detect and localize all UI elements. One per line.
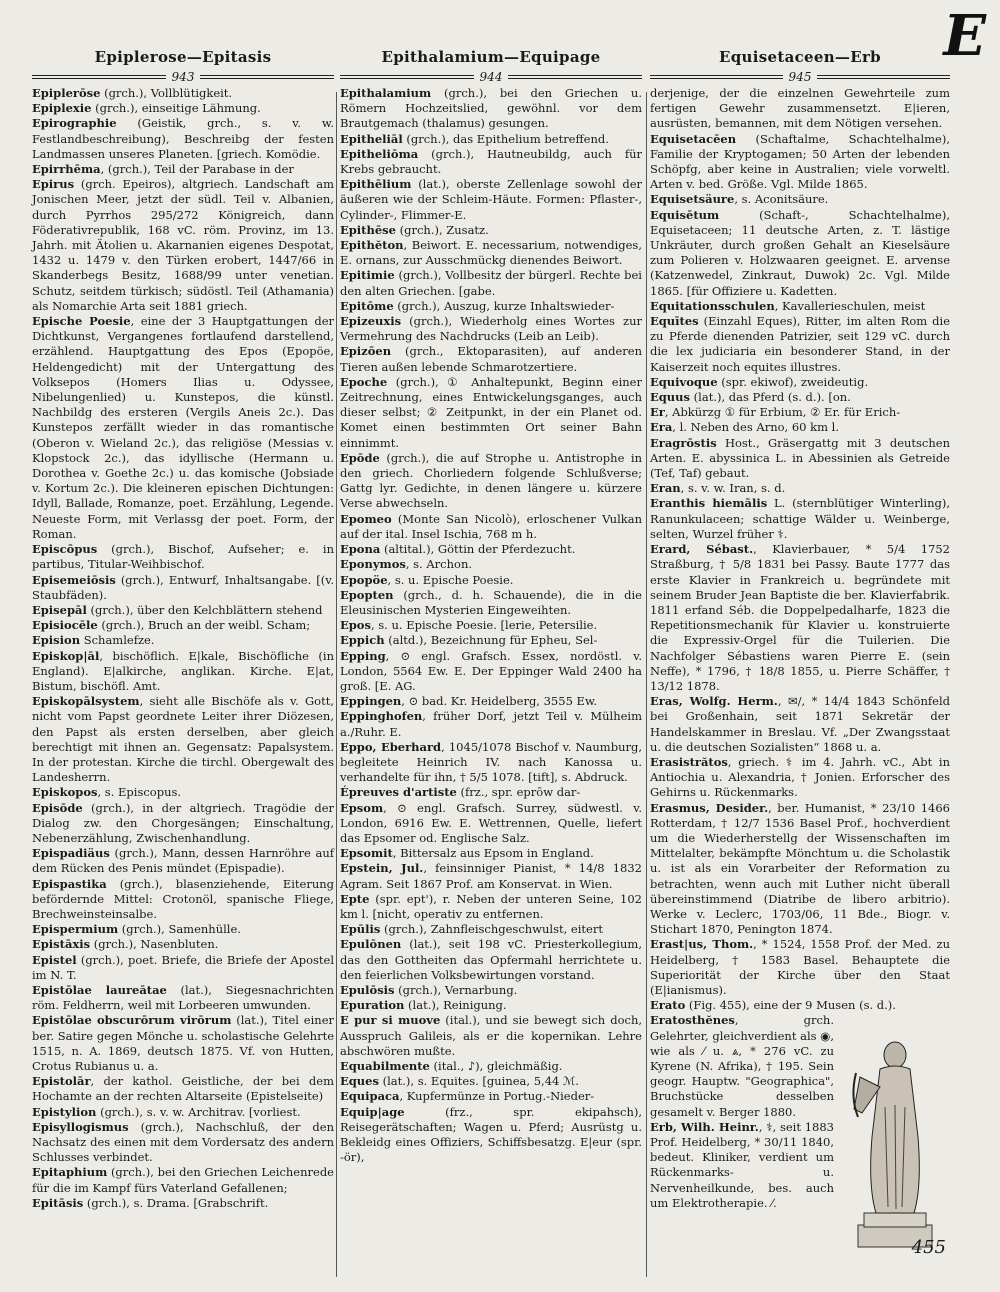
entry-text: (grch., Ektoparasiten), auf anderen Tieren außen lebende Schmarotzertiere.: [340, 344, 642, 374]
dictionary-entry: [32, 846, 334, 876]
entry-headword: Epte: [340, 891, 370, 906]
dictionary-entry: [650, 937, 950, 998]
entry-text: (spr. ept'), r. Neben der unteren Seine, 102 km l. [nicht, operativ zu entfernen.: [340, 891, 642, 921]
entry-text: , (grch.), Teil der Parabase in der: [100, 162, 294, 177]
entry-headword: Equītes: [650, 314, 699, 329]
entry-headword: Erasmus, Desider.: [650, 800, 769, 815]
entries: [32, 86, 334, 1211]
entry-text: (grch.), Vollblütigkeit.: [100, 86, 233, 100]
dictionary-entry: [32, 785, 334, 800]
entry-text: , Abkürzg ① für Erbium, ② Er. für Erich-: [664, 405, 901, 420]
dictionary-entry: [340, 983, 642, 998]
dictionary-entry: [650, 390, 950, 405]
entry-text: (ital.), und sie bewegt sich doch, Ausspruch Galileis, als er die kopernikan. Lehre abschwören mußte.: [340, 1013, 642, 1058]
dictionary-entry: [650, 405, 950, 420]
entry-text: (ital., ♪), gleichmäßig.: [429, 1059, 563, 1073]
entry-text: (grch.), die auf Strophe u. Antistrophe in den griech. Chorliedern folgende Schlußverse; Gattg lyr. Gedichte, in denen längere u. kürzere Verse abwechseln.: [340, 450, 642, 511]
dictionary-entry: [32, 603, 334, 618]
section-letter: E: [943, 3, 986, 69]
entry-headword: Erast|us, Thom.: [650, 937, 754, 952]
dictionary-entry: [32, 1165, 334, 1195]
entry-headword: Epona: [340, 542, 381, 557]
dictionary-entry: [650, 998, 950, 1013]
entry-headword: Epizeuxis: [340, 314, 402, 329]
dictionary-entry: [650, 801, 950, 938]
entry-text: (Fig. 455), eine der 9 Musen (s. d.).: [685, 998, 896, 1013]
entry-headword: Epiplexie: [32, 101, 92, 116]
column-header: Equisetaceen—Erb: [719, 48, 881, 66]
dictionary-entry: [340, 1089, 642, 1104]
entry-text: , ⚕, seit 1883 Prof. Heidelberg, * 30/11 1840, bedeut. Kliniker, verdient um Rückenmarks- u. Nervenheilkunde, bes. auch um Elektrotherapie. ⁄.: [650, 1119, 834, 1210]
rule-line: [200, 75, 334, 79]
dictionary-entry: [650, 375, 950, 390]
dictionary-entry: [32, 1120, 334, 1166]
entry-text: L. (sternblütiger Winterling), Ranunkulaceen; schattige Wälder u. Weinberge, selten, Wurzel früher ⚕.: [650, 496, 950, 541]
entry-text: (grch.), Mann, dessen Harnröhre auf dem Rücken des Penis mündet (Epispadie).: [32, 846, 334, 876]
dictionary-entry: [650, 420, 950, 435]
entry-headword: Epizōen: [340, 344, 392, 359]
entry-headword: Epitāsis: [32, 1195, 84, 1210]
entry-headword: Epirographie: [32, 116, 117, 131]
dictionary-entry: [32, 1105, 334, 1120]
entry-headword: Equisetsäure: [650, 192, 735, 207]
entry-headword: Epitōme: [340, 298, 394, 313]
entry-headword: Epūlis: [340, 922, 381, 937]
dictionary-entry: [650, 192, 950, 207]
dictionary-entry: [340, 618, 642, 633]
entry-text: , l. Neben des Arno, 60 km l.: [672, 420, 839, 435]
entry-text: , grch. Gelehrter, gleichverdient als ◉, wie als ⁄ u. ⩓, * 276 vC. zu Kyrene (N. Afrika), † 195. Sein geogr. Hauptw. "Geographica", Bruchstücke desselben gesamelt v. Berger 1880.: [650, 1013, 834, 1119]
entry-headword: Epispadiäus: [32, 846, 110, 861]
entry-text: (grch.), Entwurf, Inhaltsangabe. [(v. Staubfäden).: [32, 572, 334, 602]
dictionary-entry: [32, 1013, 334, 1074]
dictionary-entry: [340, 573, 642, 588]
entry-headword: Epistel: [32, 952, 77, 967]
dictionary-entry: [32, 953, 334, 983]
dictionary-entry: [650, 694, 950, 755]
entry-text: , der kathol. Geistliche, der bei dem Hochamte an der rechten Altarseite (Epistelseite): [32, 1074, 334, 1104]
dictionary-entry: [340, 633, 642, 648]
entry-headword: Epulōnen: [340, 937, 402, 952]
entry-headword: Episcōpus: [32, 542, 98, 557]
entry-text: (grch.), Nasenbluten.: [90, 937, 219, 952]
dictionary-entry: [32, 983, 334, 1013]
entry-text: (Schaft-, Schachtelhalme), Equisetaceen; 11 deutsche Arten, z. T. lästige Unkräuter, durch großen Gehalt an Kieselsäure zum Polieren v. Holzwaaren geeignet. E. arvense (Katzenwedel, Zinkraut, Duwok) 2c. Vgl. Milde 1865. [für Offiziere u. Kadetten.: [650, 207, 950, 298]
entry-headword: Erasistrătos: [650, 754, 728, 769]
entry-text: (grch.), über den Kelchblättern stehend: [86, 602, 323, 617]
dictionary-entry: [340, 1074, 642, 1089]
entry-text: (lat.), Reinigung.: [404, 998, 507, 1013]
page-number: 944: [479, 70, 503, 84]
entry-headword: Epos: [340, 618, 371, 633]
entry-headword: Epistylion: [32, 1104, 97, 1119]
entry-headword: Epithalamium: [340, 86, 432, 100]
dictionary-entry: [650, 481, 950, 496]
dictionary-entry: [340, 1105, 642, 1166]
entry-headword: Eppingen: [340, 694, 402, 709]
entry-text: (grch.), ① Anhaltepunkt, Beginn einer Zeitrechnung, eines Entwickelungsganges, auch dieser selbst; ② Zeitpunkt, in der ein Planet od. Komet einen bestimmten Ort seiner Bahn einnimmt.: [340, 374, 642, 450]
dictionary-entry: [340, 998, 642, 1013]
entry-text: (grch.), Auszug, kurze Inhaltswieder-: [393, 298, 615, 313]
rule-line: [32, 75, 166, 79]
entry-headword: Episkopos: [32, 785, 98, 800]
dictionary-entry: [340, 223, 642, 238]
dictionary-entry: [340, 694, 642, 709]
entry-text: (grch.), bei den Griechen u. Römern Hochzeitslied, gewöhnl. vor dem Brautgemach (thalamus) gesungen.: [340, 86, 642, 131]
entry-text: , 1045/1078 Bischof v. Naumburg, begleitete Heinrich IV. nach Kanossa u. verhandelte für ihn, † 5/5 1078. [tift], s. Abdruck.: [340, 739, 642, 785]
page-number-rule: [32, 70, 334, 84]
column-divider: [336, 92, 337, 1277]
entry-text: (lat.), s. Equites. [guinea, 5,44 ℳ.: [378, 1074, 579, 1089]
entry-text: , ber. Humanist, * 23/10 1466 Rotterdam, † 12/7 1536 Basel Prof., hochverdient um die Wiederherstellg der Wissenschaften im Mittelalter, bekämpfte Mönchtum u. die Scholastik u. ist als ein Vorarbeiter der Reformation zu betrachten, wenn auch mit Luther nicht überall übereinstimmend (Diatribe de libero arbitrio). Werke v. Leclerc, 1703/06, 11 Bde., Biogr. v. Stichart 1870, Penington 1874.: [650, 800, 951, 937]
dictionary-entry: [32, 649, 334, 695]
entry-headword: Epitheliāl: [340, 131, 403, 146]
dictionary-entry: [650, 542, 950, 694]
dictionary-entry: [340, 375, 642, 451]
entry-headword: Epopöe: [340, 572, 388, 587]
entry-text: Host., Gräsergattg mit 3 deutschen Arten. E. abyssinica L. in Abessinien als Getreide (Tef, Taf) gebaut.: [650, 435, 950, 481]
dictionary-entry: [340, 588, 642, 618]
muse-erato-figure: [840, 1017, 950, 1257]
entry-headword: Epithēlium: [340, 177, 412, 192]
entry-headword: Epsom: [340, 800, 384, 815]
entry-headword: Eratosthĕnes: [650, 1013, 735, 1028]
entry-headword: Epuration: [340, 998, 405, 1013]
entry-headword: Epithĕton: [340, 238, 404, 253]
dictionary-entry: [650, 86, 950, 132]
entry-headword: Epispastika: [32, 876, 107, 891]
entry-text: , ⊙ bad. Kr. Heidelberg, 3555 Ew.: [401, 694, 598, 709]
entry-headword: Epiplerōse: [32, 86, 101, 100]
dictionary-entry: [32, 801, 334, 847]
dictionary-entry: [650, 436, 950, 482]
entry-headword: Erard, Sébast.: [650, 542, 754, 557]
dictionary-entry: [340, 801, 642, 847]
entry-text: (altital.), Göttin der Pferdezucht.: [380, 542, 576, 557]
entry-headword: Episkopālsystem: [32, 694, 140, 709]
entry-headword: Epulōsis: [340, 982, 395, 997]
figure-number: 455: [911, 1237, 946, 1259]
entry-headword: Equip|age: [340, 1104, 405, 1119]
dictionary-entry: [340, 861, 642, 891]
dictionary-entry: [32, 1196, 334, 1211]
entry-headword: Epithēse: [340, 222, 396, 237]
entry-text: , s. u. Epische Poesie. [lerie, Petersilie.: [370, 618, 598, 633]
dictionary-entry: [340, 132, 642, 147]
entry-headword: Epitimie: [340, 268, 395, 283]
dictionary-entry: [32, 633, 334, 648]
page-number-rule: [340, 70, 642, 84]
entry-text: (grch.), s. Drama. [Grabschrift.: [83, 1195, 269, 1210]
entry-text: , feinsinniger Pianist, * 14/8 1832 Agram. Seit 1867 Prof. am Konservat. in Wien.: [340, 861, 642, 891]
dictionary-entry: [32, 1074, 334, 1104]
entry-text: (lat.), oberste Zellenlage sowohl der äußeren wie der Schleim-Häute. Formen: Pflaster-, Cylinder-, Flimmer-E.: [340, 177, 642, 222]
dictionary-entry: [650, 496, 950, 542]
dictionary-entry: [340, 344, 642, 374]
entry-headword: Epōde: [340, 450, 380, 465]
entry-headword: Equus: [650, 390, 691, 405]
entry-headword: Epistolār: [32, 1074, 91, 1089]
entry-headword: Epirrhēma: [32, 162, 101, 177]
entry-headword: Eques: [340, 1074, 379, 1089]
rule-line: [340, 75, 474, 79]
entry-headword: Episemeiōsis: [32, 572, 116, 587]
entry-headword: Eppo, Eberhard: [340, 739, 442, 754]
entry-text: (altd.), Bezeichnung für Epheu, Sel-: [384, 633, 598, 648]
entry-headword: Equivoque: [650, 374, 718, 389]
entry-headword: Epstein, Jul.: [340, 861, 424, 876]
entry-text: (grch. Epeiros), altgriech. Landschaft am Jonischen Meer, jetzt der südl. Teil v. Albanien, durch Pyrrhos 295/272 Königreich, dann Föderativrepublik, 168 vC. röm. Provinz, im 13. Jahrh. mit Ätolien u. Akarnanien eigenes Despotat, 1432 u. 1479 v. den Türken erobert, 1447/66 in Skanderbegs Besitz, 1688/99 unter venetian. Schutz, seitdem türkisch; südöstl. Teil (Athamania) als Nomarchie Arta seit 1881 griech.: [32, 177, 334, 313]
entry-text: (grch.), Hautneubildg, auch für Krebs gebraucht.: [340, 146, 642, 177]
dictionary-entry: [32, 922, 334, 937]
entry-text: , s. Archon.: [405, 557, 473, 572]
dictionary-entry: [340, 785, 642, 800]
dictionary-entry: [650, 208, 950, 299]
entry-text: , sieht alle Bischöfe als v. Gott, nicht vom Papst geordnete Leiter ihrer Diözesen, den Papst als ersten derselben, aber gleich berechtigt mit ihnen an. Gegensatz: Papalsystem. In der protestan. Kirche die tirchl. Obergewalt des Landesherrn.: [32, 694, 334, 785]
dictionary-entry: [32, 618, 334, 633]
entry-text: (grch.), Bruch an der weibl. Scham;: [97, 618, 311, 633]
entry-headword: Epistōlae obscurōrum virōrum: [32, 1013, 232, 1028]
entry-text: , s. v. w. Iran, s. d.: [680, 481, 786, 496]
entry-headword: Eran: [650, 481, 681, 496]
entry-text: , s. Aconitsäure.: [734, 192, 829, 207]
dictionary-entry: [340, 709, 642, 739]
entry-text: (grch.), Nachschluß, der den Nachsatz des einen mit dem Vordersatz des andern Schlusses verbindet.: [32, 1119, 334, 1165]
dictionary-entry: [340, 314, 642, 344]
entry-text: , griech. ⚕ im 4. Jahrh. vC., Abt in Antiochia u. Alexandria, † Jonien. Erforscher des Gehirns u. Rückenmarks.: [650, 754, 950, 800]
entry-text: (lat.), Siegesnachrichten röm. Feldherrn, weil mit Lorbeeren umwunden.: [32, 982, 334, 1013]
entry-text: Schamlefze.: [80, 633, 155, 648]
entry-headword: Equabilmente: [340, 1059, 430, 1073]
entry-text: (grch.), bei den Griechen Leichenrede für die im Kampf fürs Vaterland Gefallenen;: [32, 1165, 334, 1195]
entry-text: , Kupfermünze in Portug.-Nieder-: [399, 1089, 595, 1104]
entry-headword: Eras, Wolfg. Herm.: [650, 694, 778, 709]
entry-headword: Epitaphium: [32, 1165, 108, 1180]
rule-line: [817, 75, 950, 79]
entry-text: (grch.), Samenhülle.: [118, 922, 241, 937]
entry-headword: Epirus: [32, 177, 75, 192]
dictionary-entry: [340, 892, 642, 922]
entry-text: (grch.), in der altgriech. Tragödie der Dialog zw. den Chorgesängen; Einschaltung, Nebenerzählung, Zwischenhandlung.: [32, 800, 334, 845]
entry-text: (Schaftalme, Schachtelhalme), Familie der Kryptogamen; 50 Arten der lebenden Schöpfg, aber keine in Australien; viele vorweltl. Arten v. bed. Größe. Vgl. Milde 1865.: [650, 131, 950, 192]
entry-headword: Epopten: [340, 587, 394, 602]
entry-text: (grch.), Zusatz.: [395, 222, 489, 237]
entry-headword: Eranthis hiemālis: [650, 496, 768, 511]
entry-headword: Epistōlae laureātae: [32, 982, 167, 997]
dictionary-entry: [32, 877, 334, 923]
entry-headword: Equitationsschulen: [650, 298, 775, 313]
entry-text: , s. Episcopus.: [97, 785, 182, 800]
column-1: [32, 48, 334, 1211]
entry-headword: Eragrōstis: [650, 435, 717, 450]
entry-headword: Equipaca: [340, 1089, 400, 1104]
entry-text: , ⊙ engl. Grafsch. Surrey, südwestl. v. London, 6916 Ew. E. Wettrennen, Quelle, liefert das Epsomer od. Englische Salz.: [340, 800, 642, 845]
entry-headword: Épreuves d'artiste: [340, 785, 457, 800]
dictionary-entry: [340, 937, 642, 983]
column-2: [340, 48, 642, 1165]
dictionary-entry: [340, 922, 642, 937]
entry-text: , bischöflich. E|kale, Bischöfliche (in England). E|alkirche, anglikan. Kirche. E|at, Bistum, bischöfl. Amt.: [32, 648, 334, 693]
dictionary-entry: [340, 649, 642, 695]
entries: [340, 86, 642, 1165]
entry-text: (grch.), blasenziehende, Eiterung befördernde Mittel: Crotonöl, spanische Fliege, Brechweinsteinsalbe.: [32, 876, 334, 921]
entry-text: (spr. ekiwof), zweideutig.: [717, 374, 869, 389]
entry-headword: Epomeo: [340, 511, 392, 526]
entry-text: (grch.), s. v. w. Architrav. [vorliest.: [96, 1104, 301, 1119]
entry-headword: Episkop|āl: [32, 648, 100, 663]
entry-text: , früher Dorf, jetzt Teil v. Mülheim a./Ruhr. E.: [340, 709, 642, 739]
dictionary-entry: [32, 937, 334, 952]
entry-headword: Er: [650, 405, 665, 420]
entry-text: , Beiwort. E. necessarium, notwendiges, E. ornans, zur Ausschmückg dienendes Beiwort.: [340, 238, 642, 268]
dictionary-entry: [340, 451, 642, 512]
dictionary-entry: [340, 557, 642, 572]
dictionary-entry: [340, 86, 642, 132]
entry-text: , Klavierbauer, * 5/4 1752 Straßburg, † 5/8 1831 bei Passy. Baute 1777 das erste Klavier in Frankreich u. begründete mit seinem Bruder Jean Baptiste die ber. Klavierfabrik. 1811 erfand Séb. die Doppelpedalharfe, 1823 die Repetitionsmechanik für Klavier u. konstruierte die Expressiv-Orgel für die Tuilerien. Die Nachfolger Sébastiens waren Pierre E. (sein Neffe), * 1796, † 18/8 1855, u. Pierre Schäffer, † 13/12 1878.: [650, 542, 950, 693]
entry-text: (Einzahl Eques), Ritter, im alten Rom die zu Pferde dienenden Patrizier, seit 129 vC. durch die lex judiciaria ein besonderer Stand, in der Kaiserzeit noch equites illustres.: [650, 314, 950, 374]
dictionary-entry: [32, 162, 334, 177]
dictionary-entry: [340, 542, 642, 557]
dictionary-entry: [340, 1059, 642, 1074]
entry-text: derjenige, der die einzelnen Gewehrteile zum fertigen Gewehr zusammensetzt. E|ieren, ausrüsten, bemannen, mit dem Nötigen versehen.: [650, 86, 950, 131]
entry-headword: Epsomit: [340, 846, 393, 861]
entry-headword: Epistāxis: [32, 937, 91, 952]
entry-text: (grch.), Vernarbung.: [394, 982, 518, 997]
entry-headword: E pur si muove: [340, 1013, 441, 1028]
entry-headword: Eppich: [340, 633, 385, 648]
entry-headword: Eppinghofen: [340, 709, 423, 724]
entry-headword: Episepāl: [32, 602, 87, 617]
dictionary-entry: [650, 314, 950, 375]
dictionary-entry: [32, 542, 334, 572]
entry-headword: Episyllogismus: [32, 1119, 129, 1134]
entry-text: (grch.), Zahnfleischgeschwulst, eitert: [380, 922, 603, 937]
dictionary-entry: [340, 740, 642, 786]
dictionary-entry: [32, 694, 334, 785]
entry-text: , ⊙ engl. Grafsch. Essex, nordöstl. v. London, 5564 Ew. E. Der Eppinger Wald 2400 ha groß. [E. AG.: [340, 648, 642, 693]
entry-text: , Kavallerieschulen, meist: [774, 298, 926, 313]
dictionary-entry: [340, 846, 642, 861]
entry-headword: Eponymos: [340, 557, 406, 572]
entry-text: (grch.), poet. Briefe, die Briefe der Apostel im N. T.: [32, 952, 334, 982]
entry-text: (lat.), seit 198 vC. Priesterkollegium, das den Gottheiten das Opfermahl herrichtete u. den feierlichen Volksbewirtungen vorstand.: [340, 937, 642, 982]
entry-text: , Bittersalz aus Epsom in England.: [392, 846, 594, 861]
dictionary-entry: [32, 314, 334, 542]
dictionary-entry: [340, 512, 642, 542]
entry-text: (frz., spr. eprōw dar-: [456, 785, 581, 800]
entry-text: (grch.), Wiederholg eines Wortes zur Vermehrung des Nachdrucks (Leib an Leib).: [340, 314, 642, 344]
entry-text: , s. u. Epische Poesie.: [387, 572, 514, 587]
entry-text: (grch.), das Epithelium betreffend.: [402, 131, 609, 146]
entry-headword: Epoche: [340, 374, 388, 389]
column-3: [650, 48, 950, 1261]
entry-text: (lat.), das Pferd (s. d.). [on.: [690, 390, 851, 405]
statue-illustration: [840, 1017, 950, 1257]
entry-text: , eine der 3 Hauptgattungen der Dichtkunst, Vergangenes fortlaufend darstellend, erzählend. Hauptgattung des Epos (Epopöe, Heldengedicht) mit der Untergattung des Volksepos (Homers Ilias u. Odyssee, Nibelungenlied) u. Kunstepos, die künstl. Nachbildg des ersteren (Vergils Aneis 2c.). Das Kunstepos zerfällt wieder in das romantische (Oberon v. Wieland 2c.), das religiöse (Messias v. Klopstock 2c.), das idyllische (Hermann u. Dorothea v. Goethe 2c.) u. das komische (Jobsiade v. Kortum 2c.). Die kleineren epischen Dichtungen: Idyll, Ballade, Romanze, poet. Erzählung, Legende. Neueste Form, mit Verlassg der poet. Form, der Roman.: [32, 314, 334, 541]
column-header: Epithalamium—Equipage: [381, 48, 601, 66]
page-number: 945: [788, 70, 812, 84]
entry-text: (frz., spr. ekipahsch), Reisegerätschaften; Wagen u. Pferd; Ausrüstg u. Bekleidg eines Offiziers, Schiffsbesatzg. E|eur (spr. -ör),: [340, 1104, 642, 1165]
entry-text: (lat.), Titel einer ber. Satire gegen Mönche u. scholastische Gelehrte 1515, n. A. 1869, deutsch 1875. Vf. von Hutten, Crotus Rubianus u. a.: [32, 1013, 334, 1073]
dictionary-entry: [32, 86, 334, 101]
entry-headword: Erato: [650, 998, 686, 1013]
dictionary-entry: [340, 1013, 642, 1059]
entries: [650, 86, 951, 1259]
entry-headword: Epische Poesie: [32, 314, 131, 329]
page-number-rule: [650, 70, 950, 84]
entry-headword: Era: [650, 420, 673, 435]
entry-text: (grch., d. h. Schauende), die in die Eleusinischen Mysterien Eingeweihten.: [340, 587, 642, 617]
dictionary-entry: [650, 755, 950, 801]
entry-text: (grch.), Vollbesitz der bürgerl. Rechte bei den alten Griechen. [gabe.: [340, 268, 642, 298]
entry-text: (grch.), Bischof, Aufseher; e. in partibus, Titular-Weihbischof.: [32, 542, 334, 572]
dictionary-entry: [340, 238, 642, 268]
entry-headword: Epping: [340, 648, 386, 663]
entry-headword: Episōde: [32, 800, 83, 815]
entry-text: , ✉/, * 14/4 1843 Schönfeld bei Großenhain, seit 1871 Sekretär der Handelskammer in Breslau. Vf. „Der Zwangsstaat u. die deutschen Sozialisten“ 1868 u. a.: [650, 694, 950, 754]
column-header: Epiplerose—Epitasis: [94, 48, 272, 66]
entry-headword: Epitheliōma: [340, 146, 419, 161]
dictionary-entry: [340, 299, 642, 314]
dictionary-entry: [340, 177, 642, 223]
dictionary-entry: [32, 573, 334, 603]
page-number: 943: [171, 70, 195, 84]
entry-headword: Epision: [32, 633, 81, 648]
dictionary-entry: [340, 268, 642, 298]
dictionary-entry: [650, 299, 950, 314]
dictionary-entry: [32, 177, 334, 314]
entry-headword: Equisetacēen: [650, 131, 737, 146]
entry-text: (Geistik, grch., s. v. w. Festlandbeschreibung), Beschreibg der festen Landmassen unseres Planeten. [griech. Komödie.: [32, 116, 334, 161]
dictionary-entry: [340, 147, 642, 177]
entry-text: , * 1524, 1558 Prof. der Med. zu Heidelberg, † 1583 Basel. Behauptete die Superiorität der Kirche über den Staat (E|ianismus).: [650, 937, 950, 997]
rule-line: [650, 75, 783, 79]
column-divider: [646, 92, 647, 1277]
entry-headword: Erb, Wilh. Heinr.: [650, 1119, 759, 1134]
entry-headword: Episiocēle: [32, 618, 98, 633]
rule-line: [508, 75, 642, 79]
entry-headword: Equisētum: [650, 207, 720, 222]
entry-text: (grch.), einseitige Lähmung.: [91, 101, 261, 116]
entry-text: (Monte San Nicolò), erloschener Vulkan auf der ital. Insel Ischia, 768 m h.: [340, 511, 642, 541]
dictionary-entry: [32, 101, 334, 116]
dictionary-entry: [650, 132, 950, 193]
dictionary-entry: [32, 116, 334, 162]
entry-headword: Epispermium: [32, 922, 119, 937]
